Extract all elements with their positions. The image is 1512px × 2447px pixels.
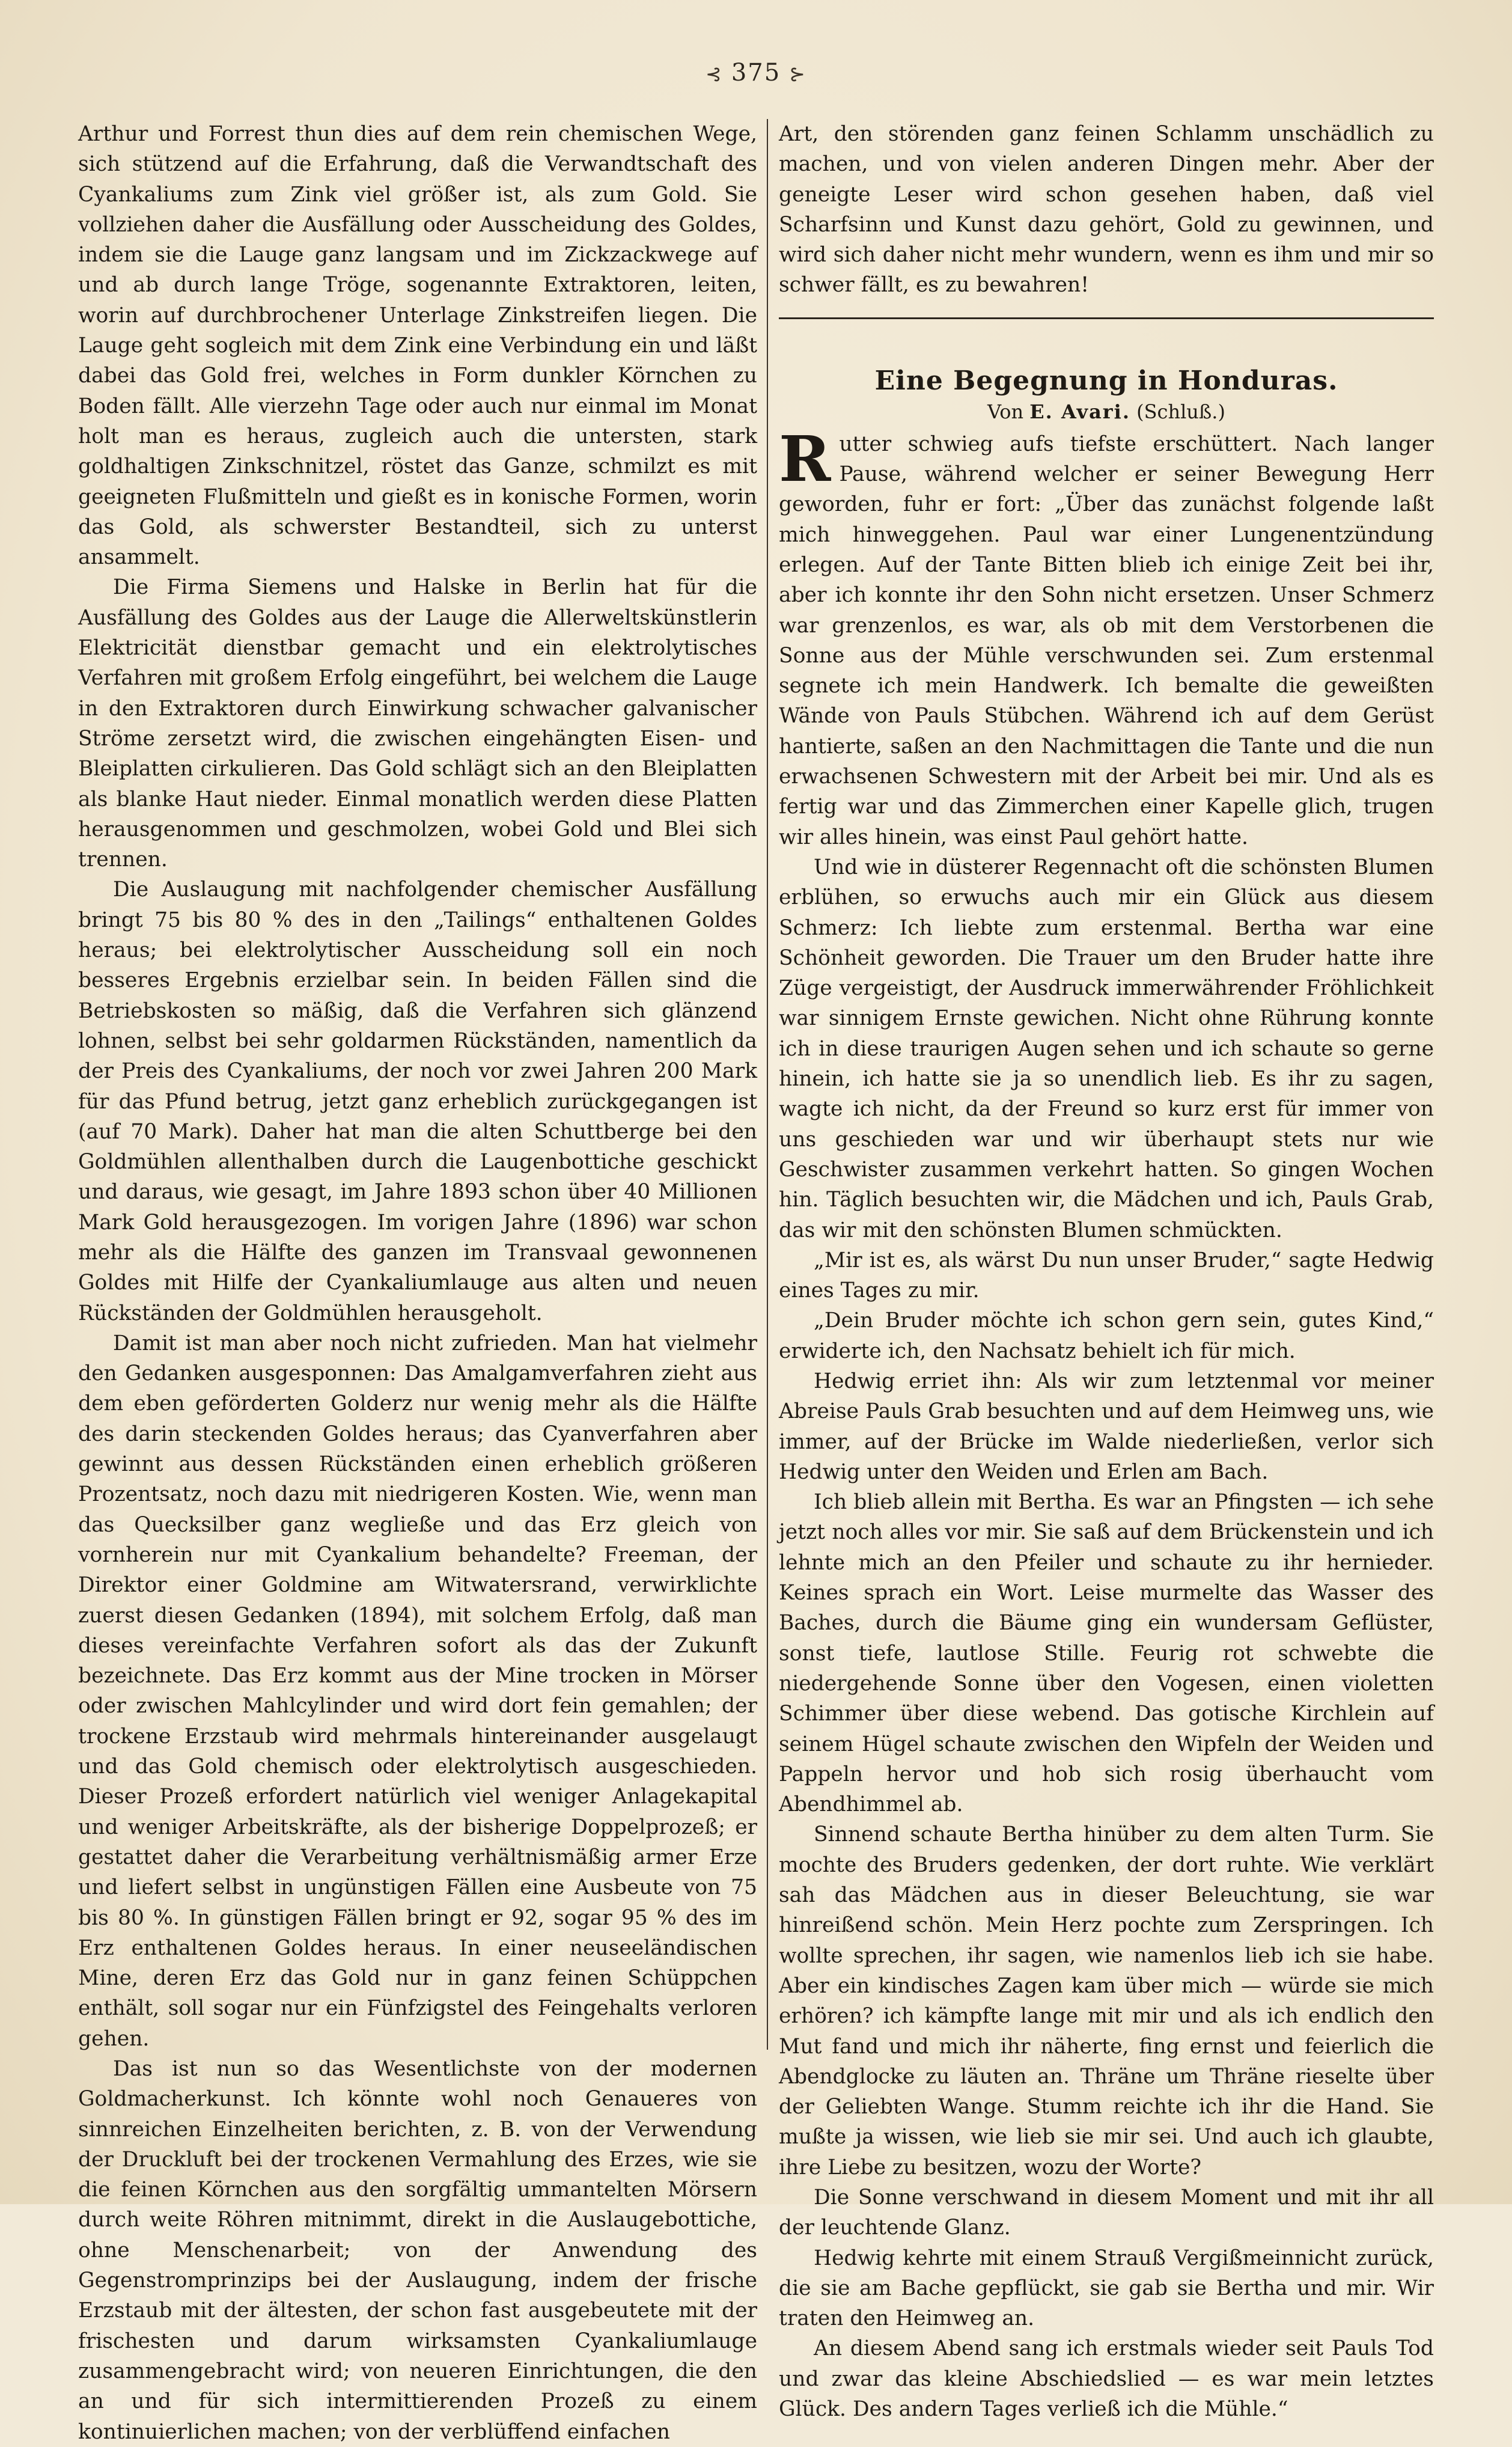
right-column (779, 119, 1434, 2424)
section-break-space (779, 301, 1434, 343)
page-number: 375 (731, 59, 781, 87)
paragraph: Die Auslaugung mit nachfolgender chemischer Ausfällung bringt 75 bis 80 % des in den „Tailings“ enthaltenen Goldes heraus; bei elektrolytischer Ausscheidung soll ein noch besseres Ergebnis erzielbar sein. In beiden Fällen sind die Betriebskosten so mäßig, daß die Verfahren sich glänzend lohnen, selbst bei sehr goldarmen Rückständen, namentlich da der Preis des Cyankaliums, der noch vor zwei Jahren 200 Mark für das Pfund betrug, jetzt ganz erheblich zurückgegangen ist (auf 70 Mark). Daher hat man die alten Schuttberge bei den Goldmühlen allenthalben durch die Laugenbottiche geschickt und daraus, wie gesagt, im Jahre 1893 schon über 40 Millionen Mark Gold herausgezogen. Im vorigen Jahre (1896) war schon mehr als die Hälfte des ganzen im Transvaal gewonnenen Goldes mit Hilfe der Cyankaliumlauge aus alten und neuen Rückständen der Goldmühlen herausgeholt. (78, 878, 757, 1325)
paragraph: Und wie in düsterer Regennacht oft die schönsten Blumen erblühen, so erwuchs auch mir ein Glück aus diesem Schmerz: Ich liebte zum erstenmal. Bertha war eine Schönheit geworden. Die Trauer um den Bruder hatte ihre Züge vergeistigt, der Ausdruck immerwährender Fröhlichkeit war sinnigem Ernste gewichen. Nicht ohne Rührung konnte ich in diese traurigen Augen sehen und ich schaute so gerne hinein, ich hatte sie ja so unendlich lieb. Es ihr zu sagen, wagte ich nicht, da der Freund so kurz erst für immer von uns geschieden war und wir überhaupt stets nur wie Geschwister zusammen verkehrt hatten. So gingen Wochen hin. Täglich besuchten wir, die Mädchen und ich, Pauls Grab, das wir mit den schönsten Blumen schmückten. (779, 855, 1434, 1242)
byline-author: E. Avari. (1029, 400, 1130, 423)
first-paragraph-text: utter schwieg aufs tiefste erschüttert. Nach langer Pause, während welcher er seiner Bewegung Herr geworden, fuhr er fort: „Über das zunächst folgende laßt mich hinweggehen. Paul war einer Lungenentzündung erlegen. Auf der Tante Bitten blieb ich einige Zeit bei ihr, aber ich konnte ihr den Sohn nicht ersetzen. Unser Schmerz war grenzenlos, es war, als ob mit dem Verstorbenen die Sonne aus der Mühle verschwunden sei. Zum erstenmal segnete ich mein Handwerk. Ich bemalte die geweißten Wände von Pauls Stübchen. Während ich auf dem Gerüst hantierte, saßen an den Nachmittagen die Tante und die nun erwachsenen Schwestern mit der Arbeit bei mir. Und als es fertig war und das Zimmerchen einer Kapelle glich, trugen wir alles hinein, was einst Paul gehört hatte. (779, 432, 1434, 849)
section-rule (779, 317, 1434, 319)
paragraph: „Dein Bruder möchte ich schon gern sein, gutes Kind,“ erwiderte ich, den Nachsatz behielt ich für mich. (779, 1309, 1434, 1363)
column-divider (767, 119, 768, 2050)
paragraph: Arthur und Forrest thun dies auf dem rein chemischen Wege, sich stützend auf die Erfahrung, daß die Verwandtschaft des Cyankaliums zum Zink viel größer ist, als zum Gold. Sie vollziehen daher die Ausfällung oder Ausscheidung des Goldes, indem sie die Lauge ganz langsam und im Zickzackwege auf und ab durch lange Tröge, sogenannte Extraktoren, leiten, worin auf durchbrochener Unterlage Zinkstreifen liegen. Die Lauge geht sogleich mit dem Zink eine Verbindung ein und läßt dabei das Gold frei, welches in Form dunkler Körnchen zu Boden fällt. Alle vierzehn Tage oder auch nur einmal im Monat holt man es heraus, zugleich auch die untersten, stark goldhaltigen Zinkschnitzel, röstet das Ganze, schmilzt es mit geeigneten Flußmitteln und gießt es in konische Formen, worin das Gold, als schwerster Bestandteil, sich zu unterst ansammelt. (78, 122, 757, 570)
byline-suffix: (Schluß.) (1136, 400, 1225, 423)
continuation-paragraph: Art, den störenden ganz feinen Schlamm unschädlich zu machen, und von vielen anderen Dingen mehr. Aber der geneigte Leser wird schon gesehen haben, daß viel Scharfsinn und Kunst dazu gehört, Gold zu gewinnen, und wird sich daher nicht mehr wundern, wenn es ihm und mir so schwer fällt, es zu bewahren! (779, 122, 1434, 298)
paragraph: Sinnend schaute Bertha hinüber zu dem alten Turm. Sie mochte des Bruders gedenken, der dort ruhte. Wie verklärt sah das Mädchen aus in dieser Beleuchtung, sie war hinreißend schön. Mein Herz pochte zum Zerspringen. Ich wollte sprechen, ihr sagen, wie namenlos lieb ich sie habe. Aber ein kindisches Zagen kam über mich — würde sie mich erhören? ich kämpfte lange mit mir und als ich endlich den Mut fand und mich ihr näherte, fing ernst und feierlich die Abendglocke zu läuten an. Thräne um Thräne rieselte über der Geliebten Wange. Stumm reichte ich ihr die Hand. Sie mußte ja wissen, wie lieb sie mir sei. Und auch ich glaubte, ihre Liebe zu besitzen, wozu der Worte? (779, 1822, 1434, 2180)
byline (779, 398, 1434, 426)
paragraph: „Mir ist es, als wärst Du nun unser Bruder,“ sagte Hedwig eines Tages zu mir. (779, 1248, 1434, 1303)
ornament-right: ⊱ (789, 63, 806, 85)
drop-cap: R (779, 421, 831, 496)
paragraph: Die Sonne verschwand in diesem Moment und mit ihr all der leuchtende Glanz. (779, 2186, 1434, 2240)
left-column (78, 119, 757, 2447)
paragraph: Hedwig kehrte mit einem Strauß Vergißmeinnicht zurück, die sie am Bache gepflückt, sie gab sie Bertha und mir. Wir traten den Heimweg an. (779, 2246, 1434, 2331)
paragraph: Ich blieb allein mit Bertha. Es war an Pfingsten — ich sehe jetzt noch alles vor mir. Sie saß auf dem Brückenstein und ich lehnte mich an den Pfeiler und schaute zu ihr hernieder. Keines sprach ein Wort. Leise murmelte das Wasser des Baches, durch die Bäume ging ein wundersam Geflüster, sonst tiefe, lautlose Stille. Feurig rot schwebte die niedergehende Sonne über den Vogesen, einen violetten Schimmer über diese webend. Das gotische Kirchlein auf seinem Hügel schaute zwischen den Wipfeln der Weiden und Pappeln hervor und hob sich rosig überhaucht vom Abendhimmel ab. (779, 1490, 1434, 1817)
story-first-paragraph (779, 421, 1434, 852)
ornament-left: ⊰ (706, 63, 723, 85)
page-number-header (0, 59, 1512, 87)
paragraph: An diesem Abend sang ich erstmals wieder seit Pauls Tod und zwar das kleine Abschiedslied — es war mein letztes Glück. Des andern Tages verließ ich die Mühle.“ (779, 2336, 1434, 2422)
paragraph: Die Firma Siemens und Halske in Berlin hat für die Ausfällung des Goldes aus der Lauge die Allerweltskünstlerin Elektricität dienstbar gemacht und ein elektrolytisches Verfahren mit großem Erfolg eingeführt, bei welchem die Lauge in den Extraktoren durch Einwirkung schwacher galvanischer Ströme zersetzt wird, die zwischen eingehängten Eisen- und Bleiplatten cirkulieren. Das Gold schlägt sich an den Bleiplatten als blanke Haut nieder. Einmal monatlich werden diese Platten herausgenommen und geschmolzen, wobei Gold und Blei sich trennen. (78, 575, 757, 872)
paragraph: Damit ist man aber noch nicht zufrieden. Man hat vielmehr den Gedanken ausgesponnen: Das Amalgamverfahren zieht aus dem eben geförderten Golderz nur wenig mehr als die Hälfte des darin steckenden Goldes heraus; das Cyanverfahren aber gewinnt aus dessen Rückständen einen erheblich größeren Prozentsatz, noch dazu mit niedrigeren Kosten. Wie, wenn man das Quecksilber ganz wegließe und das Erz gleich von vornherein nur mit Cyankalium behandelte? Freeman, der Direktor einer Goldmine am Witwatersrand, verwirklichte zuerst diesen Gedanken (1894), mit solchem Erfolg, daß man dieses vereinfachte Verfahren sofort als das der Zukunft bezeichnete. Das Erz kommt aus der Mine trocken in Mörser oder zwischen Mahlcylinder und wird dort fein gemahlen; der trockene Erzstaub wird mehrmals hintereinander ausgelaugt und das Gold chemisch oder elektrolytisch ausgeschieden. Dieser Prozeß erfordert natürlich viel weniger Anlagekapital und weniger Arbeitskräfte, als der bisherige Doppelprozeß; er gestattet daher die Verarbeitung verhältnismäßig armer Erze und liefert selbst in ungünstigen Fällen eine Ausbeute von 75 bis 80 %. In günstigen Fällen bringt er 92, sogar 95 % des im Erz enthaltenen Goldes heraus. In einer neuseeländischen Mine, deren Erz das Gold nur in ganz feinen Schüppchen enthält, soll sogar nur ein Fünfzigstel des Feingehalts verloren gehen. (78, 1331, 757, 2051)
article-title: Eine Begegnung in Honduras. (874, 365, 1338, 396)
byline-prefix: Von (987, 400, 1024, 423)
paragraph: Hedwig erriet ihn: Als wir zum letztenmal vor meiner Abreise Pauls Grab besuchten und auf dem Heimweg uns, wie immer, auf der Brücke im Walde niederließen, verlor sich Hedwig unter den Weiden und Erlen am Bach. (779, 1369, 1434, 1484)
paragraph: Das ist nun so das Wesentlichste von der modernen Goldmacherkunst. Ich könnte wohl noch Genaueres von sinnreichen Einzelheiten berichten, z. B. von der Verwendung der Druckluft bei der trockenen Vermahlung des Erzes, wie sie die feinen Körnchen aus den sorgfältig ummantelten Mörsern durch weite Röhren mitnimmt, direkt in die Auslaugebottiche, ohne Menschenarbeit; von der Anwendung des Gegenstromprinzips bei der Auslaugung, indem der frische Erzstaub mit der ältesten, der schon fast ausgebeutete mit der frischesten und darum wirksamsten Cyankaliumlauge zusammengebracht wird; von neueren Einrichtungen, die den an und für sich intermittierenden Prozeß zu einem kontinuierlichen machen; von der verblüffend einfachen (78, 2057, 757, 2444)
